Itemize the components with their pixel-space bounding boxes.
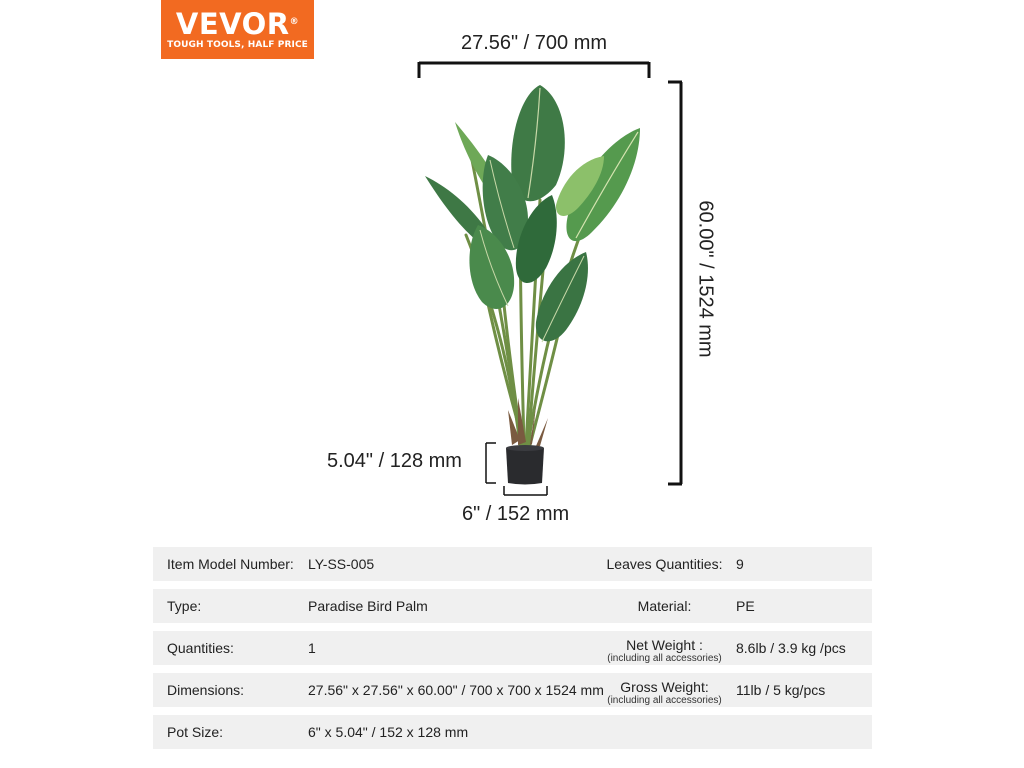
spec-label: Pot Size:	[167, 724, 224, 740]
spec-label: Material:	[637, 598, 692, 614]
spec-note: (including all accessories)	[607, 653, 722, 664]
pot-height-label: 5.04" / 128 mm	[327, 450, 462, 472]
spec-value: Paradise Bird Palm	[308, 598, 428, 614]
table-row	[153, 547, 872, 581]
pot-width-label: 6" / 152 mm	[462, 503, 570, 525]
brand-name: VEVOR	[175, 7, 290, 41]
spec-label-block	[598, 637, 731, 665]
spec-label: Dimensions:	[167, 682, 245, 698]
spec-value: 1	[308, 640, 316, 656]
spec-value: 11lb / 5 kg/pcs	[736, 682, 826, 698]
spec-value: LY-SS-005	[308, 556, 375, 572]
spec-label-block	[598, 679, 731, 707]
spec-table	[153, 547, 872, 749]
pot-height-bracket	[486, 443, 496, 483]
spec-value: 8.6lb / 3.9 kg /pcs	[736, 640, 846, 656]
spec-label: Leaves Quantities:	[606, 556, 723, 572]
spec-label: Gross Weight:	[620, 679, 709, 695]
spec-value: 9	[736, 556, 744, 572]
height-bracket	[668, 82, 682, 484]
brand-tagline: TOUGH TOOLS, HALF PRICE	[167, 40, 308, 50]
spec-note: (including all accessories)	[607, 695, 722, 706]
table-row	[153, 631, 872, 665]
width-dimension-label: 27.56" / 700 mm	[460, 32, 608, 54]
table-row	[153, 673, 872, 707]
width-bracket	[419, 62, 649, 78]
palm-plant-image	[425, 85, 640, 485]
height-dimension-text: 60.00" / 1524 mm	[694, 200, 717, 358]
table-row	[153, 589, 872, 623]
spec-label: Quantities:	[167, 640, 234, 656]
pot-width-bracket	[504, 486, 547, 495]
spec-value: 27.56" x 27.56" x 60.00" / 700 x 700 x 1524 mm	[308, 682, 604, 698]
spec-label: Net Weight :	[626, 637, 703, 653]
spec-label: Type:	[167, 598, 202, 614]
registered-mark: ®	[289, 17, 300, 27]
spec-value: 6" x 5.04" / 152 x 128 mm	[308, 724, 469, 740]
spec-label: Item Model Number:	[167, 556, 294, 572]
table-row	[153, 715, 872, 749]
spec-value: PE	[736, 598, 755, 614]
